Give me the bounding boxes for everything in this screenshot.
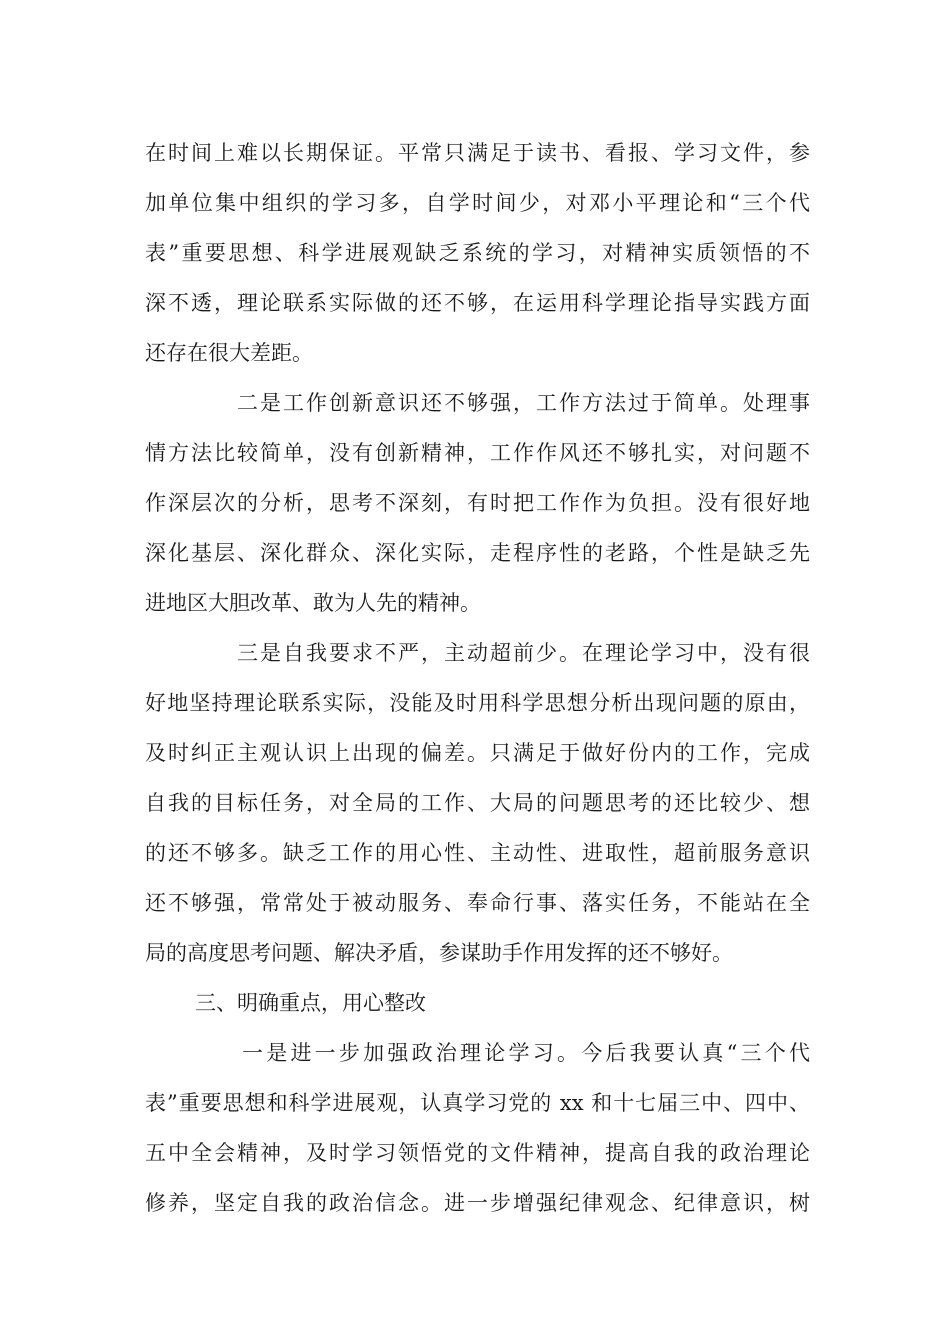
text-line: 还存在很大差距。	[145, 341, 313, 365]
paragraph-start-line: 一是进一步加强政治理论学习。今后我要认真“三个代	[242, 1041, 810, 1065]
text-line: 表”重要思想、科学进展观缺乏系统的学习，对精神实质领悟的不	[145, 241, 810, 265]
text-line: 加单位集中组织的学习多，自学时间少，对邓小平理论和“三个代	[145, 191, 810, 215]
paragraph-start-line: 三是自我要求不严，主动超前少。在理论学习中，没有很	[237, 641, 810, 665]
text-line: 及时纠正主观认识上出现的偏差。只满足于做好份内的工作，完成	[145, 741, 810, 765]
text-line: 好地坚持理论联系实际，没能及时用科学思想分析出现问题的原由，	[145, 691, 810, 715]
text-line: 表”重要思想和科学进展观，认真学习党的 xx 和十七届三中、四中、	[145, 1091, 810, 1115]
text-line: 局的高度思考问题、解决矛盾，参谋助手作用发挥的还不够好。	[145, 941, 733, 965]
text-line: 情方法比较简单，没有创新精神，工作作风还不够扎实，对问题不	[145, 441, 810, 465]
paragraph-start-line: 二是工作创新意识还不够强，工作方法过于简单。处理事	[237, 391, 810, 415]
text-line: 进地区大胆改革、敢为人先的精神。	[145, 591, 481, 615]
document-body	[145, 128, 810, 1228]
section-heading: 三、明确重点，用心整改	[195, 991, 426, 1015]
text-line: 在时间上难以长期保证。平常只满足于读书、看报、学习文件，参	[145, 141, 810, 165]
text-line: 的还不够多。缺乏工作的用心性、主动性、进取性，超前服务意识	[145, 841, 810, 865]
text-line: 自我的目标任务，对全局的工作、大局的问题思考的还比较少、想	[145, 791, 810, 815]
text-line: 作深层次的分析，思考不深刻，有时把工作作为负担。没有很好地	[145, 491, 810, 515]
text-line: 深不透，理论联系实际做的还不够，在运用科学理论指导实践方面	[145, 291, 810, 315]
text-line: 深化基层、深化群众、深化实际，走程序性的老路，个性是缺乏先	[145, 541, 810, 565]
text-line: 五中全会精神，及时学习领悟党的文件精神，提高自我的政治理论	[145, 1141, 810, 1165]
text-line: 修养，坚定自我的政治信念。进一步增强纪律观念、纪律意识，树	[145, 1191, 810, 1215]
text-line: 还不够强，常常处于被动服务、奉命行事、落实任务，不能站在全	[145, 891, 810, 915]
